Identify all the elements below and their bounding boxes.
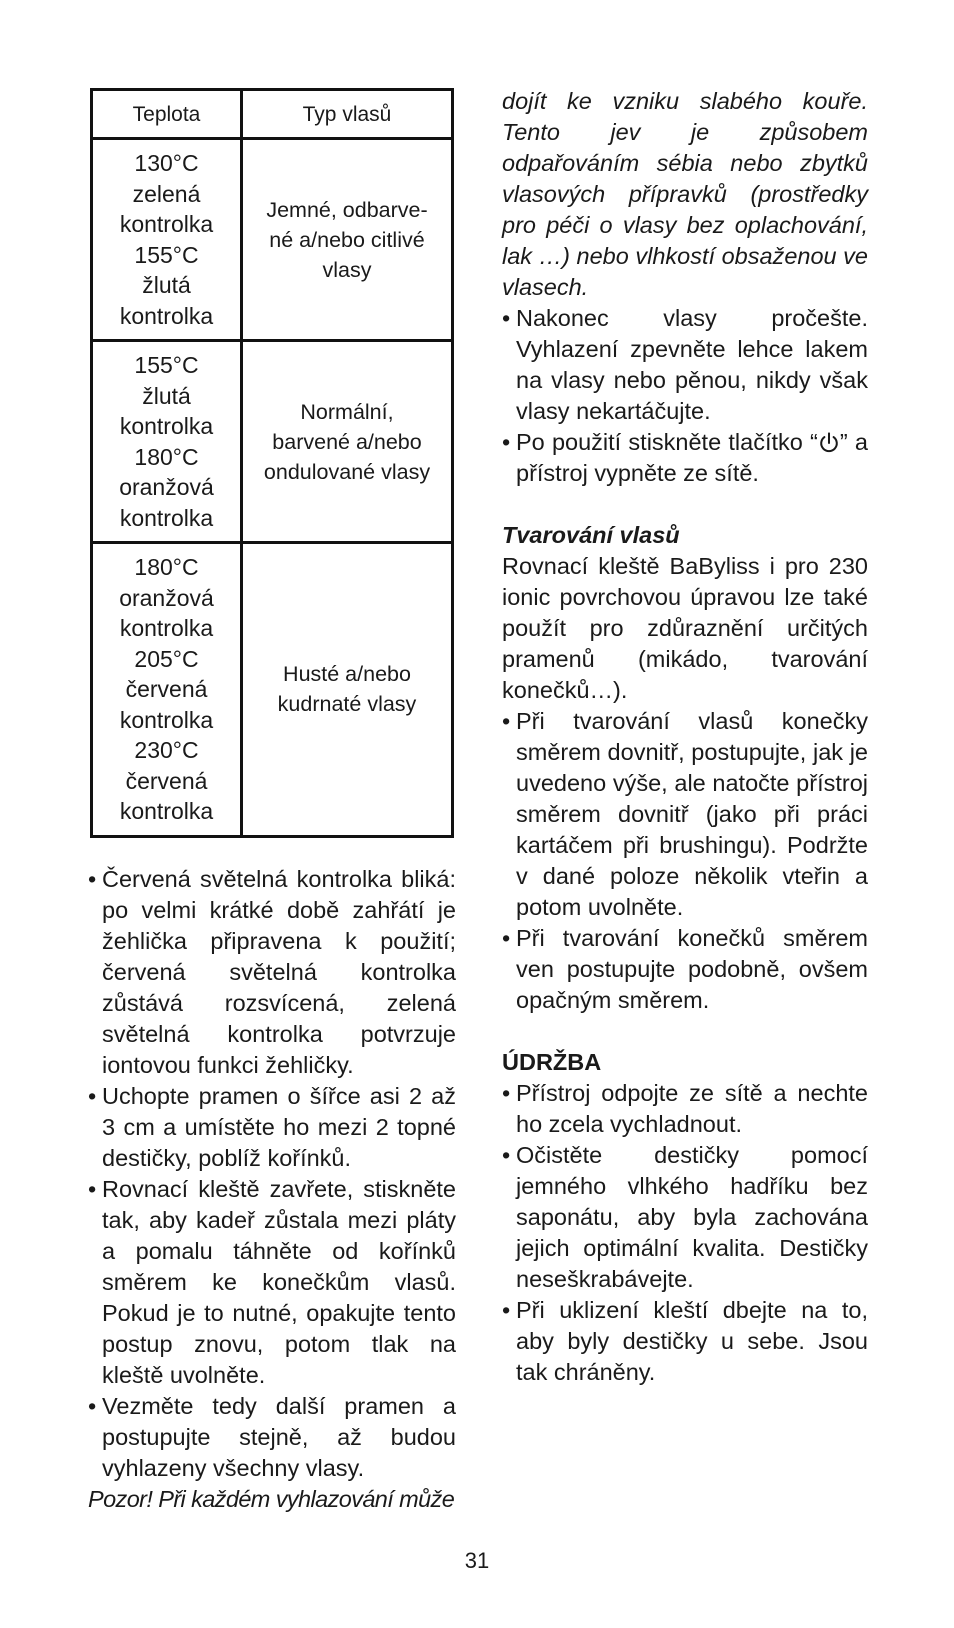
hair-type-line: Jemné, odbarve- — [266, 197, 428, 222]
table-row — [92, 139, 453, 341]
temperature-line: oranžová — [119, 474, 214, 500]
temperature-line: oranžová — [119, 584, 214, 611]
styling-intro: Rovnací kleště BaByliss i pro 230 ionic povrchovou úpravou lze také použít pro zdůraznění určitých pramenů (mikádo, tvarování konečků…). — [502, 553, 868, 703]
list-item: • Při uklizení kleští dbejte na to, aby byly destičky u sebe. Jsou tak chráněny. — [502, 1295, 868, 1388]
temperature-line: zelená — [132, 180, 201, 207]
temperature-cell — [92, 543, 242, 837]
temperature-line: 130°C — [134, 150, 199, 176]
temperature-line: kontrolka — [119, 211, 214, 237]
temperature-line: 180°C — [134, 554, 199, 580]
temperature-line: kontrolka — [119, 302, 214, 329]
hair-type-cell — [242, 543, 453, 837]
table-row — [92, 543, 453, 837]
list-item: • Nakonec vlasy pročešte. Vyhlazení zpevněte lehce lakem na vlasy nebo pěnou, nikdy však vlasy nekartáčujte. — [502, 303, 868, 427]
list-item: • Při tvarování vlasů konečky směrem dovnitř, postupujte, jak je uvedeno výše, ale natočte přístroj směrem dovnitř (jako při práci kartáčem při brushingu). Podržte v dané poloze několik vteřin a potom uvolněte. — [502, 706, 868, 923]
temperature-line: kontrolka — [119, 615, 214, 641]
temperature-line: 180°C — [134, 443, 199, 470]
list-item: • Rovnací kleště zavřete, stiskněte tak, aby kadeř zůstala mezi pláty a pomalu táhněte od kořínků směrem ke konečkům vlasů. Pokud je to nutné, opakujte tento postup znovu, potom tlak na kleště uvolněte. — [88, 1174, 456, 1391]
temperature-line: 155°C — [134, 241, 199, 268]
hair-type-cell — [242, 139, 453, 341]
list-item: • Červená světelná kontrolka bliká: po velmi krátké době zahřátí je žehlička připravena k použití; červená světelná kontrolka zůstává rozsvícená, zelená světelná kontrolka potvrzuje iontovou funkci žehličky. — [88, 864, 456, 1081]
power-icon — [818, 432, 840, 454]
warning-text-start: Pozor! Při každém vyhlazování může — [88, 1485, 455, 1512]
list-item: • Vezměte tedy další pramen a postupujte stejně, až budou vyhlazeny všechny vlasy. — [88, 1391, 456, 1484]
temperature-line: kontrolka — [119, 413, 214, 439]
maintenance-heading: ÚDRŽBA — [502, 1049, 602, 1075]
power-instruction-before: Po použití stiskněte tlačítko “ — [516, 429, 818, 455]
left-column — [88, 88, 456, 1515]
hair-type-cell — [242, 341, 453, 543]
power-instruction-after: ” a přístroj vypněte ze sítě. — [516, 429, 868, 486]
hair-type-line: barvené a/nebo — [272, 429, 422, 454]
power-instruction — [502, 427, 868, 489]
temperature-line: kontrolka — [119, 798, 214, 824]
temperature-line: červená — [125, 767, 208, 794]
list-item: • Očistěte destičky pomocí jemného vlhkého hadříku bez saponátu, aby byla zachována jejich optimální kvalita. Destičky neseškrabávejte. — [502, 1140, 868, 1295]
list-item: • Při tvarování konečků směrem ven postupujte podobně, ovšem opačným směrem. — [502, 923, 868, 1016]
temperature-cell — [92, 139, 242, 341]
hair-type-line: ondulované vlasy — [263, 459, 431, 484]
temperature-cell — [92, 341, 242, 543]
hair-type-line: Husté a/nebo — [283, 662, 411, 687]
list-item: • Přístroj odpojte ze sítě a nechte ho zcela vychladnout. — [502, 1078, 868, 1140]
temperature-line: kontrolka — [119, 706, 214, 733]
list-item: • Uchopte pramen o šířce asi 2 až 3 cm a umístěte ho mezi 2 topné destičky, poblíž kořínků. — [88, 1081, 456, 1174]
hair-type-line: né a/nebo citlivé — [269, 227, 425, 252]
table-header-cell: Teplota — [92, 90, 242, 139]
table-row — [92, 341, 453, 543]
table-header-row — [92, 90, 453, 139]
warning-text-continued: dojít ke vzniku slabého kouře. Tento jev je způsobem odpařováním sébia nebo zbytků vlasových přípravků (prostředky pro péči o vlasy bez oplachování, lak …) nebo vlhkostí obsaženou ve vlasech. — [502, 88, 868, 300]
right-column — [502, 86, 868, 1388]
hair-type-line: kudrnaté vlasy — [277, 692, 417, 717]
table-header-cell: Typ vlasů — [242, 90, 453, 139]
temperature-line: kontrolka — [119, 504, 214, 531]
temperature-table — [90, 88, 454, 838]
styling-heading: Tvarování vlasů — [502, 522, 680, 548]
temperature-line: červená — [125, 676, 208, 702]
hair-type-line: Normální, — [300, 399, 394, 424]
hair-type-line: vlasy — [322, 257, 372, 282]
temperature-line: žlutá — [142, 272, 191, 298]
page-number: 31 — [464, 1548, 490, 1573]
temperature-line: 230°C — [134, 737, 199, 763]
temperature-line: 205°C — [134, 645, 199, 672]
temperature-line: žlutá — [142, 382, 191, 409]
temperature-line: 155°C — [134, 352, 199, 378]
